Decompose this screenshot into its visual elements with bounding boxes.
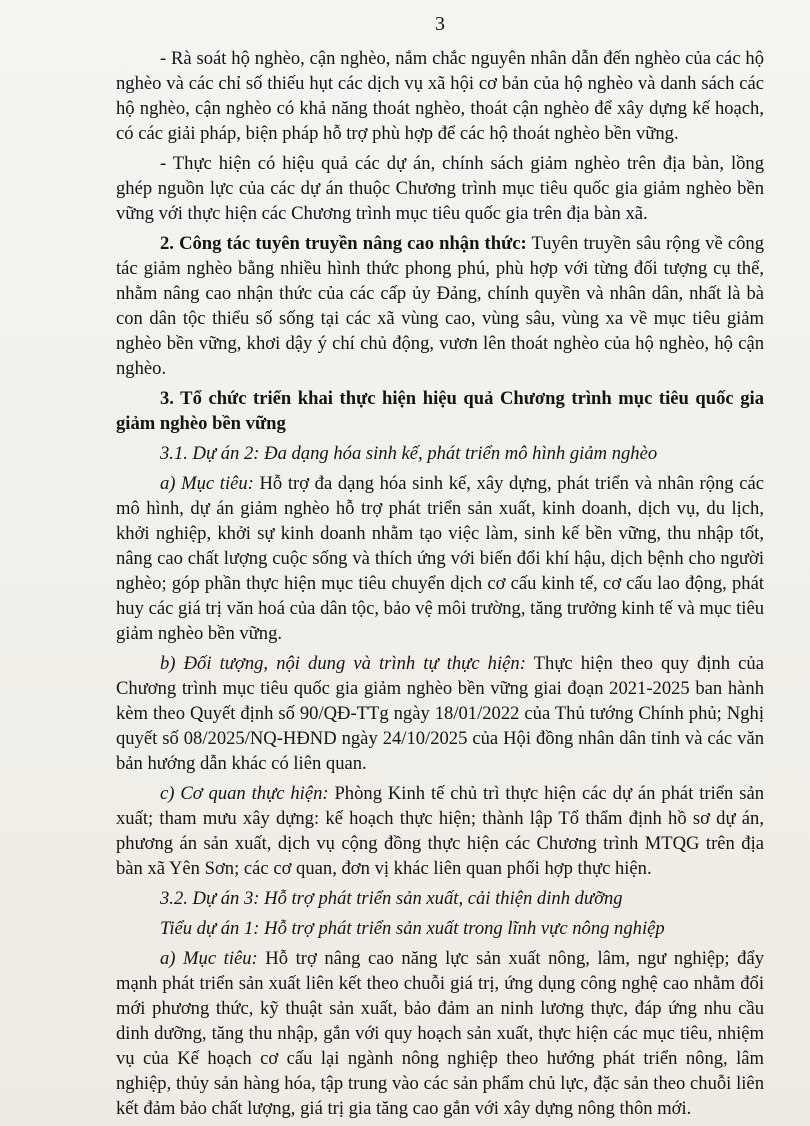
subsection-3-1-subjects xyxy=(116,651,764,776)
section-2-body: Tuyên truyền sâu rộng về công tác giảm nghèo bằng nhiều hình thức phong phú, phù hợp với từng đối tượng cụ thể, nhằm nâng cao nhận thức của các cấp ủy Đảng, chính quyền và nhân dân, nhất là bà con dân tộc thiểu số sống tại các xã vùng cao, vùng sâu, vùng xa về mục tiêu giảm nghèo bền vững, khơi dậy ý chí chủ động, vươn lên thoát nghèo của hộ nghèo, hộ cận nghèo. xyxy=(116,233,765,379)
agency-label: c) Cơ quan thực hiện: xyxy=(160,783,329,804)
section-3-title: 3. Tổ chức triển khai thực hiện hiệu quả Chương trình mục tiêu quốc gia giảm nghèo bền vững xyxy=(116,388,764,434)
section-3-heading xyxy=(116,386,764,436)
objective-label: a) Mục tiêu: xyxy=(160,948,258,969)
objective-label: a) Mục tiêu: xyxy=(160,473,254,494)
section-2-communication xyxy=(116,231,764,381)
objective-body: Hỗ trợ đa dạng hóa sinh kế, xây dựng, phát triển và nhân rộng các mô hình, dự án giảm nghèo hỗ trợ phát triển sản xuất, kinh doanh, dịch vụ, du lịch, khởi nghiệp, khởi sự kinh doanh nhằm tạo việc làm, sinh kế bền vững, thu nhập tốt, nâng cao chất lượng cuộc sống và thích ứng với biến đổi khí hậu, dịch bệnh cho người nghèo; góp phần thực hiện mục tiêu chuyển dịch cơ cấu kinh tế, cơ cấu lao động, phát huy các giá trị văn hoá của dân tộc, bảo vệ môi trường, tăng trưởng kinh tế và mục tiêu giảm nghèo bền vững. xyxy=(116,473,764,644)
paragraph-text: - Rà soát hộ nghèo, cận nghèo, nắm chắc nguyên nhân dẫn đến nghèo của các hộ nghèo và các chỉ số thiếu hụt các dịch vụ xã hội cơ bản của hộ nghèo và danh sách các hộ nghèo, cận nghèo có khả năng thoát nghèo, thoát cận nghèo để xây dựng kế hoạch, có các giải pháp, biện pháp hỗ trợ phù hợp để các hộ thoát nghèo bền vững. xyxy=(116,48,764,144)
subsection-3-2-title: 3.2. Dự án 3: Hỗ trợ phát triển sản xuất, cải thiện dinh dưỡng xyxy=(160,888,623,909)
agency-body: Phòng Kinh tế chủ trì thực hiện các dự án phát triển sản xuất; tham mưu xây dựng: kế hoạch thực hiện; thành lập Tổ thẩm định hồ sơ dự án, phương án sản xuất, dịch vụ cộng đồng thực hiện các Chương trình MTQG trên địa bàn xã Yên Sơn; các cơ quan, đơn vị khác liên quan phối hợp thực hiện. xyxy=(116,783,764,879)
subsection-3-1-title: 3.1. Dự án 2: Đa dạng hóa sinh kế, phát triển mô hình giảm nghèo xyxy=(160,443,658,464)
subjects-body: Thực hiện theo quy định của Chương trình mục tiêu quốc gia giảm nghèo bền vững giai đoạn 2021-2025 ban hành kèm theo Quyết định số 90/QĐ-TTg ngày 18/01/2022 của Thủ tướng Chính phủ; Nghị quyết số 08/2025/NQ-HĐND ngày 24/10/2025 của Hội đồng nhân dân tỉnh và các văn bản hướng dẫn khác có liên quan. xyxy=(116,653,764,774)
subsection-3-1-agency xyxy=(116,781,764,881)
subsection-3-2-heading xyxy=(116,886,764,911)
subjects-label: b) Đối tượng, nội dung và trình tự thực hiện: xyxy=(160,653,526,674)
subproject-1-heading xyxy=(116,916,764,941)
paragraph-implement-projects xyxy=(116,151,764,226)
page-number: 3 xyxy=(435,13,445,35)
objective-body: Hỗ trợ nâng cao năng lực sản xuất nông, lâm, ngư nghiệp; đẩy mạnh phát triển sản xuất liên kết theo chuỗi giá trị, ứng dụng công nghệ cao nhằm đổi mới phương thức, kỹ thuật sản xuất, bảo đảm an ninh lương thực, đáp ứng nhu cầu dinh dưỡng, tăng thu nhập, gắn với quy hoạch sản xuất, thực hiện các mục tiêu, nhiệm vụ của Kế hoạch cơ cấu lại ngành nông nghiệp theo hướng phát triển nông, lâm nghiệp, thủy sản hàng hóa, tập trung vào các sản phẩm chủ lực, đặc sản theo chuỗi liên kết đảm bảo chất lượng, giá trị gia tăng cao gắn với xây dựng nông thôn mới. xyxy=(116,948,764,1119)
subproject-1-title: Tiểu dự án 1: Hỗ trợ phát triển sản xuất trong lĩnh vực nông nghiệp xyxy=(160,918,665,939)
paragraph-review-poor-households xyxy=(116,46,764,146)
subproject-1-objective xyxy=(116,946,764,1121)
subsection-3-1-objective xyxy=(116,471,764,646)
paragraph-text: - Thực hiện có hiệu quả các dự án, chính sách giảm nghèo trên địa bàn, lồng ghép nguồn lực của các dự án thuộc Chương trình mục tiêu quốc gia giảm nghèo bền vững với thực hiện các Chương trình mục tiêu quốc gia trên địa bàn xã. xyxy=(116,153,764,224)
subsection-3-1-heading xyxy=(116,441,764,466)
section-2-heading: 2. Công tác tuyên truyền nâng cao nhận thức: xyxy=(160,233,527,254)
